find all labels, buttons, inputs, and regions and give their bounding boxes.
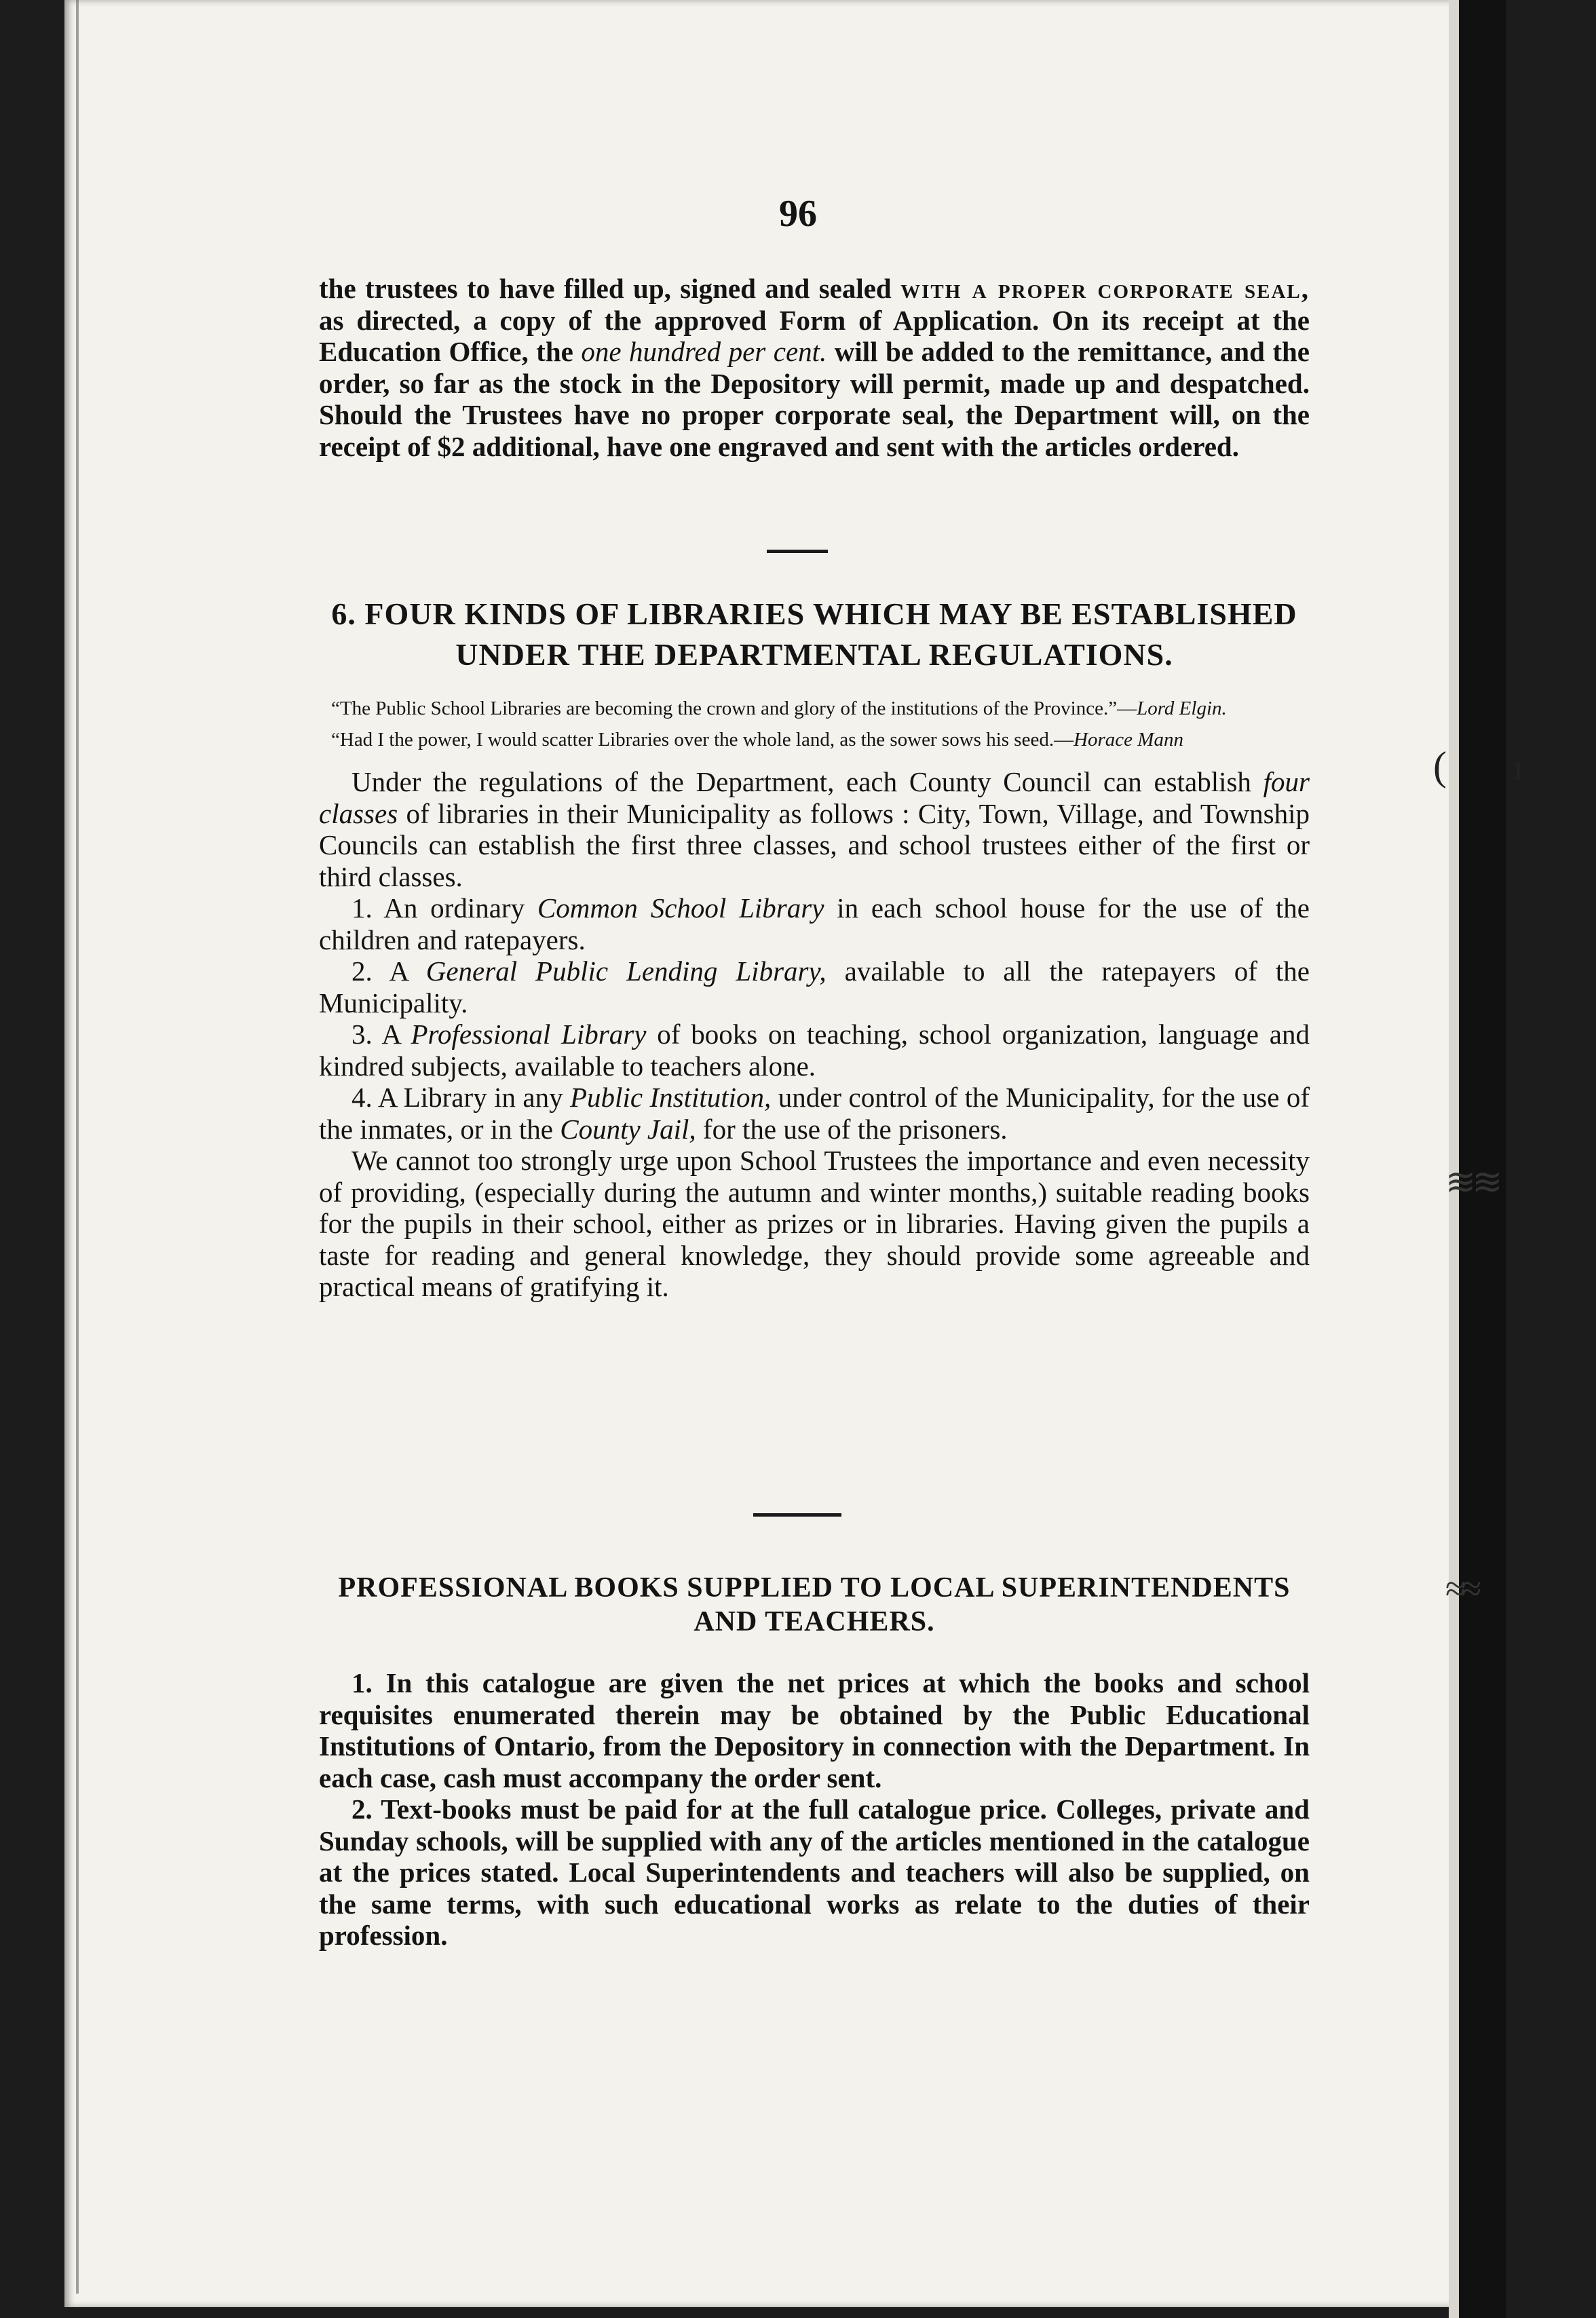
scan-border [1459,0,1506,2318]
margin-mark-left: ( [1433,744,1447,788]
top-caps: with a proper corporate seal, [900,273,1310,304]
professional-para-2: 2. Text-books must be paid for at the full catalogue price. Colleges, private and Sunday schools, will be supplied with any of the articles mentioned in the catalogue at the prices stated. Local Superintendents and teachers will also be supplied, on the same terms, with such educational works as relate to the duties of their profession. [319,1793,1310,1951]
top-italic: one hundred per cent. [581,336,827,367]
item-text: available to all the ratepayers of the Municipality. [319,955,1310,1019]
closing-paragraph: We cannot too strongly urge upon School Trustees the importance and even necessity of providing, (especially during the autumn and winter months,) suitable reading books for the pupils in their school, either as prizes or in libraries. Having given the pupils a taste for reading and general knowledge, they should provide some agreeable and practical means of gratifying it. [319,1145,1310,1302]
item-italic: County Jail, [560,1113,696,1145]
item-italic: Professional Library [411,1019,647,1050]
page-number: 96 [779,193,817,235]
item-text: for the use of the prisoners. [696,1113,1008,1145]
top-text-3: will be added to the remittance, and the order, so far as the stock in the Depository will permit, made up and despatched. Should the Trustees have no proper corporate seal, the Department will, on the receipt of $2 additional, have one engraved and sent with the articles ordered. [319,336,1310,462]
item-text: of books on teaching, school organization, language and kindred subjects, available to teachers alone. [319,1019,1310,1082]
quote-author: Horace Mann [1074,729,1183,750]
top-text-2: as directed, a copy of the approved Form of Application. On its receipt at the Education Office, the [319,304,1310,367]
item-text: in each school house for the use of the children and ratepayers. [319,892,1310,955]
item-text: 1. An ordinary [352,892,537,924]
item-text: 4. A Library in any [352,1082,571,1113]
binding-thread-icon: ≋≋ [1445,1162,1499,1202]
section-6 [319,594,1310,1303]
binding-thread-icon: ≈≈ [1445,1568,1478,1609]
intro-italic: four classes [319,766,1310,829]
quote-text: “The Public School Libraries are becoming the crown and glory of the institutions of the Province.”— [331,698,1137,719]
intro-text: Under the regulations of the Department, each County Council can establish [352,766,1264,797]
binding-gutter [76,0,79,2294]
section-heading: 6. FOUR KINDS OF LIBRARIES WHICH MAY BE ESTABLISHED UNDER THE DEPARTMENTAL REGULATIONS. [331,596,1297,672]
quote-text: “Had I the power, I would scatter Libraries over the whole land, as the sower sows his seed.— [331,729,1074,750]
item-italic: General Public Lending Library, [425,955,826,987]
quote-mann [319,728,1310,751]
top-paragraph [319,273,1310,462]
top-text-1: the trustees to have filled up, signed and sealed [319,273,901,304]
item-text: under control of the Municipality, for the use of the inmates, or in the [319,1082,1310,1145]
divider-rule [767,550,828,553]
professional-para-1: 1. In this catalogue are given the net prices at which the books and school requisites enumerated therein may be obtained by the Public Educational Institutions of Ontario, from the Depository in connection with the Department. In each case, cash must accompany the order sent. [319,1667,1310,1793]
list-item [319,892,1310,955]
intro-text: of libraries in their Municipality as follows : City, Town, Village, and Township Councils can establish the first three classes, and school trustees either of the first or third classes. [319,797,1310,892]
section-heading: PROFESSIONAL BOOKS SUPPLIED TO LOCAL SUPERINTENDENTS AND TEACHERS. [338,1572,1291,1637]
professional-section [319,1571,1310,1952]
margin-mark-right: ı [1513,747,1524,788]
item-italic: Common School Library [537,892,824,924]
quote-elgin [319,697,1310,720]
item-text: 3. A [352,1019,411,1050]
item-italic: Public Institution, [570,1082,772,1113]
intro-paragraph [319,766,1310,892]
item-text: 2. A [352,955,426,987]
epigraphs [319,697,1310,751]
list-item [319,955,1310,1019]
list-item [319,1082,1310,1145]
quote-author: Lord Elgin. [1137,698,1227,719]
divider-rule [753,1513,841,1517]
list-item [319,1019,1310,1082]
